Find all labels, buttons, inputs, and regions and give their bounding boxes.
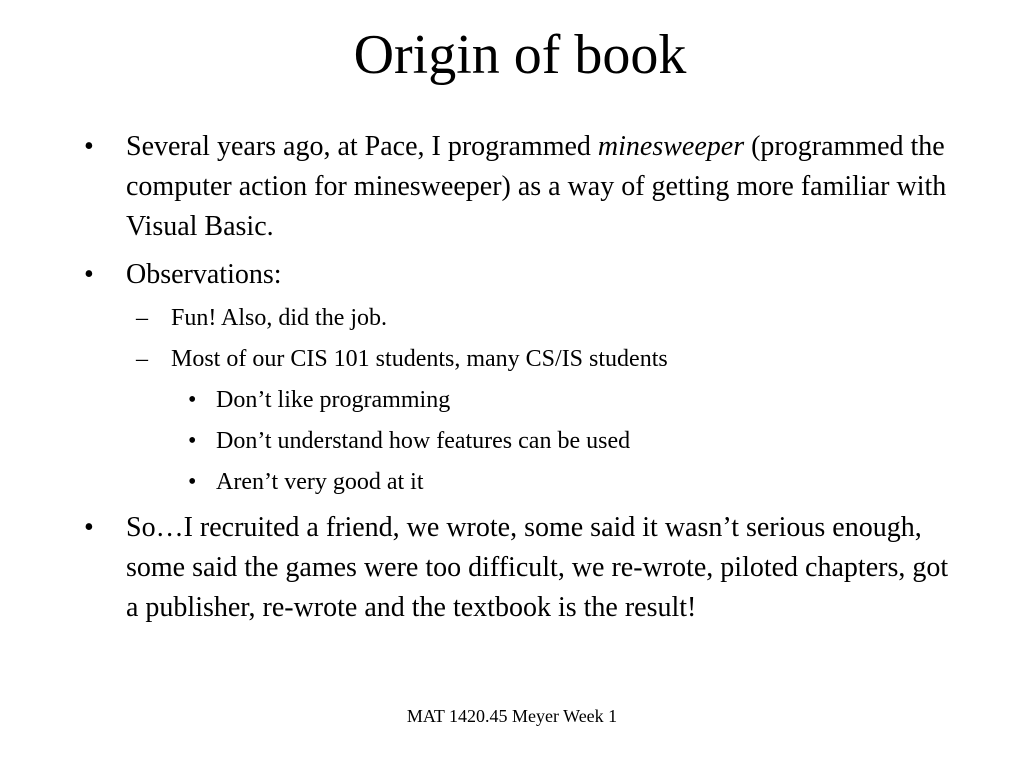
sub-sub-bullet-text: Don’t understand how features can be used <box>216 428 631 454</box>
bullet-marker: • <box>84 131 94 162</box>
slide-body <box>84 127 964 636</box>
dash-marker: – <box>136 305 148 331</box>
bullet-marker: • <box>188 387 197 413</box>
bullet-origin <box>84 127 964 247</box>
sub-bullet-fun <box>84 302 964 334</box>
bullet-origin-text-2: (programmed the computer action for minesweeper) as a way of getting more familiar with Visual Basic. <box>126 131 947 242</box>
bullet-observations <box>84 255 964 295</box>
bullet-observations-text: Observations: <box>126 259 282 290</box>
bullet-origin-italic: minesweeper <box>597 131 745 162</box>
sub-sub-bullet-item <box>84 384 964 416</box>
slide-footer: MAT 1420.45 Meyer Week 1 <box>406 706 618 726</box>
bullet-marker: • <box>188 428 197 454</box>
sub-bullet-students <box>84 343 964 375</box>
dash-marker: – <box>136 346 148 372</box>
sub-sub-bullet-item <box>84 466 964 498</box>
bullet-result <box>84 508 964 628</box>
bullet-result-text: So…I recruited a friend, we wrote, some said it wasn’t serious enough, some said the games were too difficult, we re-wrote, piloted chapters, got a publisher, re-wrote and the textbook is the result! <box>126 512 949 623</box>
bullet-marker: • <box>84 259 94 290</box>
bullet-origin-text-1: Several years ago, at Pace, I programmed <box>126 131 598 162</box>
sub-bullet-students-text: Most of our CIS 101 students, many CS/IS students <box>171 346 668 372</box>
sub-sub-bullet-text: Aren’t very good at it <box>216 469 424 495</box>
sub-sub-bullet-item <box>84 425 964 457</box>
sub-sub-bullet-text: Don’t like programming <box>216 387 451 413</box>
sub-bullet-fun-text: Fun! Also, did the job. <box>171 305 388 331</box>
bullet-marker: • <box>84 512 94 543</box>
slide-title: Origin of book <box>353 24 687 86</box>
bullet-marker: • <box>188 469 197 495</box>
